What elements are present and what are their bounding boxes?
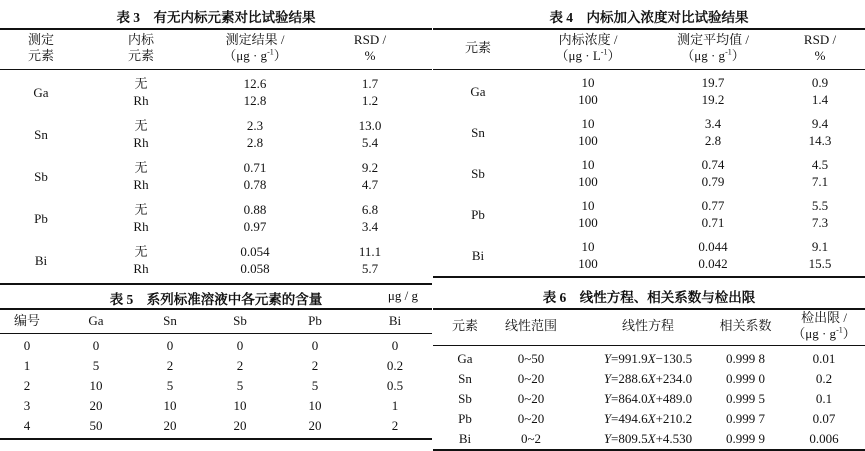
table-cell: 5.4 xyxy=(361,135,379,150)
table-cell: 2 xyxy=(23,378,31,393)
table-cell: 0.79 xyxy=(701,174,725,189)
table-cell: 10 xyxy=(308,398,322,413)
table-cell: 5.7 xyxy=(361,261,379,276)
table-header-cell: Ga xyxy=(88,313,104,328)
table-cell: 14.3 xyxy=(808,133,832,148)
table-cell: 20 xyxy=(233,418,247,433)
variable: X xyxy=(647,411,656,426)
table-header-cell: Bi xyxy=(388,313,402,328)
table-row-element: Ga xyxy=(33,85,49,100)
t3-head-element: 测定 元素 xyxy=(27,32,54,63)
table-cell: 3.4 xyxy=(361,219,379,234)
table-cell: 7.3 xyxy=(811,215,829,230)
table-cell: 0~2 xyxy=(520,431,542,446)
equation-cell xyxy=(583,391,713,407)
table-cell: 5 xyxy=(92,358,100,373)
table-cell: 4.7 xyxy=(361,177,379,192)
table-cell: 20 xyxy=(308,418,322,433)
table-cell: 0.058 xyxy=(240,261,270,276)
table-cell: 10 xyxy=(581,157,595,172)
table-5-title: 表 5 系列标准溶液中各元素的含量 xyxy=(109,292,323,307)
t3-head-result: 测定结果 / $(\mu g \cdot g^{-1})$ xyxy=(223,32,287,63)
table-cell: 9.4 xyxy=(811,116,829,131)
coefficient: =288.6 xyxy=(611,371,648,386)
table-row-element: Sn xyxy=(471,125,485,140)
table-cell: 10 xyxy=(581,116,595,131)
table-3-top-rule xyxy=(0,28,432,30)
t4-head-conc: 内标浓度 / $(\mu g \cdot L^{-1})$ xyxy=(555,32,621,63)
table-cell: 100 xyxy=(578,215,598,230)
table-header-cell: Pb xyxy=(308,313,322,328)
table-header-cell: 编号 xyxy=(13,313,40,328)
table-cell: 0~20 xyxy=(517,391,545,406)
t6-head-range: 线性范围 xyxy=(504,318,557,333)
table-cell: 0.78 xyxy=(243,177,267,192)
coefficient: +4.530 xyxy=(655,431,693,446)
table-cell: 100 xyxy=(578,174,598,189)
coefficient: =864.0 xyxy=(611,391,648,406)
table-cell: 2 xyxy=(311,358,319,373)
table-cell: 11.1 xyxy=(358,244,382,259)
table-cell: 0.07 xyxy=(812,411,836,426)
table-cell: Rh xyxy=(133,93,149,108)
table-row-element: Bi xyxy=(34,253,48,268)
table-cell: 0 xyxy=(391,338,399,353)
table-row-element: Sn xyxy=(34,127,48,142)
coefficient: =991.9 xyxy=(611,351,648,366)
t3-head-rsd: RSD / % xyxy=(353,32,387,63)
table-cell: 20 xyxy=(163,418,177,433)
table-row-element: Ga xyxy=(470,84,486,99)
table-cell: 0.999 5 xyxy=(726,391,765,406)
coefficient: +489.0 xyxy=(655,391,693,406)
table-cell: 0.999 8 xyxy=(726,351,765,366)
table-4 xyxy=(433,0,865,280)
table-4-top-rule xyxy=(433,28,865,30)
table-row-element: Pb xyxy=(458,411,472,426)
table-cell: 0 xyxy=(166,338,174,353)
table-cell: 0.88 xyxy=(243,202,267,217)
table-cell: 1.7 xyxy=(361,76,379,91)
variable: X xyxy=(647,431,656,446)
table-5-head-rule xyxy=(0,333,432,334)
table-cell: 10 xyxy=(581,75,595,90)
table-cell: 1.4 xyxy=(811,92,829,107)
table-cell: 1 xyxy=(23,358,31,373)
table-cell: 0.999 0 xyxy=(726,371,765,386)
table-row-element: Sb xyxy=(471,166,485,181)
table-cell: 0.97 xyxy=(243,219,267,234)
coefficient: +210.2 xyxy=(655,411,693,426)
table-cell: 0~50 xyxy=(517,351,545,366)
table-cell: 0.71 xyxy=(701,215,725,230)
table-row-element: Sn xyxy=(458,371,472,386)
table-cell: 0.74 xyxy=(701,157,725,172)
variable: Y xyxy=(603,411,612,426)
table-cell: 4 xyxy=(23,418,31,433)
table-cell: 6.8 xyxy=(361,202,379,217)
t4-head-mean: 测定平均值 / $(\mu g \cdot g^{-1})$ xyxy=(677,32,749,63)
t4-head-element: 元素 xyxy=(464,40,491,55)
table-cell: 5.5 xyxy=(811,198,829,213)
table-cell: Rh xyxy=(133,261,149,276)
table-cell: 12.8 xyxy=(243,93,267,108)
table-cell: 4.5 xyxy=(811,157,829,172)
table-cell: 100 xyxy=(578,92,598,107)
table-cell: 2 xyxy=(236,358,244,373)
variable: X xyxy=(647,371,656,386)
variable: X xyxy=(647,391,656,406)
table-row-element: Pb xyxy=(34,211,48,226)
table-row-element: Ga xyxy=(457,351,473,366)
variable: Y xyxy=(603,371,612,386)
table-row-element: Bi xyxy=(458,431,472,446)
table-cell: 10 xyxy=(581,198,595,213)
table-cell: 0.1 xyxy=(815,391,833,406)
table-cell: 无 xyxy=(134,160,148,175)
equation-cell xyxy=(583,351,713,367)
table-cell: 10 xyxy=(163,398,177,413)
coefficient: +234.0 xyxy=(655,371,693,386)
table-row-element: Bi xyxy=(471,248,485,263)
table-cell: 1 xyxy=(391,398,399,413)
table-cell: 0 xyxy=(236,338,244,353)
table-cell: 10 xyxy=(581,239,595,254)
table-cell: 0~20 xyxy=(517,371,545,386)
table-cell: 无 xyxy=(134,202,148,217)
table-cell: 0.71 xyxy=(243,160,267,175)
table-cell: 19.7 xyxy=(701,75,725,90)
table-cell: 19.2 xyxy=(701,92,725,107)
table-cell: 0.999 9 xyxy=(726,431,765,446)
table-cell: 0.5 xyxy=(386,378,404,393)
table-cell: 0 xyxy=(23,338,31,353)
table-cell: 5 xyxy=(311,378,319,393)
table-cell: 0.044 xyxy=(698,239,728,254)
table-cell: 2 xyxy=(391,418,399,433)
table-cell: Rh xyxy=(133,219,149,234)
table-cell: Rh xyxy=(133,177,149,192)
table-cell: 0~20 xyxy=(517,411,545,426)
t6-head-lod: 检出限 / $(\mu g \cdot g^{-1})$ xyxy=(792,310,856,341)
table-cell: 7.1 xyxy=(811,174,829,189)
table-cell: 13.0 xyxy=(358,118,382,133)
table-row-element: Pb xyxy=(471,207,485,222)
table-cell: 50 xyxy=(89,418,103,433)
table-cell: 0.9 xyxy=(811,75,829,90)
table-3-title: 表 3 有无内标元素对比试验结果 xyxy=(116,10,316,25)
t4-head-rsd: RSD / % xyxy=(803,32,837,63)
table-cell: 无 xyxy=(134,76,148,91)
table-row-element: Sb xyxy=(458,391,472,406)
table-cell: 2 xyxy=(166,358,174,373)
table-cell: 5 xyxy=(166,378,174,393)
variable: Y xyxy=(603,391,612,406)
table-row-element: Sb xyxy=(34,169,48,184)
table-cell: 0.042 xyxy=(698,256,728,271)
table-cell: 2.8 xyxy=(704,133,722,148)
table-6-head-rule xyxy=(433,345,865,346)
table-cell: Rh xyxy=(133,135,149,150)
t6-head-equation: 线性方程 xyxy=(621,318,674,333)
table-cell: 5 xyxy=(236,378,244,393)
equation-cell xyxy=(583,431,713,447)
t6-head-correlation: 相关系数 xyxy=(719,318,772,333)
table-cell: 10 xyxy=(233,398,247,413)
table-cell: 0.2 xyxy=(386,358,404,373)
table-cell: 1.2 xyxy=(361,93,379,108)
table-cell: 0 xyxy=(92,338,100,353)
table-cell: 0.999 7 xyxy=(726,411,765,426)
table-cell: 无 xyxy=(134,244,148,259)
table-cell: 20 xyxy=(89,398,103,413)
table-cell: 3 xyxy=(23,398,31,413)
table-5-unit: μg / g xyxy=(387,288,418,303)
coefficient: =809.5 xyxy=(611,431,648,446)
table-cell: 9.2 xyxy=(361,160,379,175)
table-cell: 0.77 xyxy=(701,198,725,213)
table-cell: 0.01 xyxy=(812,351,836,366)
table-cell: 3.4 xyxy=(704,116,722,131)
table-cell: 9.1 xyxy=(811,239,829,254)
table-cell: 10 xyxy=(89,378,103,393)
table-3 xyxy=(0,0,432,285)
table-cell: 2.3 xyxy=(246,118,264,133)
table-5 xyxy=(0,285,432,451)
table-6-title: 表 6 线性方程、相关系数与检出限 xyxy=(542,290,756,305)
table-cell: 无 xyxy=(134,118,148,133)
table-cell: 0.006 xyxy=(809,431,839,446)
table-3-head-rule xyxy=(0,69,432,70)
table-cell: 100 xyxy=(578,256,598,271)
table-cell: 0.2 xyxy=(815,371,833,386)
table-cell: 2.8 xyxy=(246,135,264,150)
table-header-cell: Sn xyxy=(163,313,177,328)
equation-cell xyxy=(583,411,713,427)
variable: X xyxy=(647,351,656,366)
table-cell: 0.054 xyxy=(240,244,270,259)
table-cell: 15.5 xyxy=(808,256,832,271)
table-4-bottom-rule xyxy=(433,276,865,278)
table-5-top-rule xyxy=(0,308,432,310)
table-cell: 0 xyxy=(311,338,319,353)
table-cell: 100 xyxy=(578,133,598,148)
table-4-title: 表 4 内标加入浓度对比试验结果 xyxy=(549,10,749,25)
table-cell: 12.6 xyxy=(243,76,267,91)
table-header-cell: Sb xyxy=(233,313,247,328)
equation-cell xyxy=(583,371,713,387)
table-6 xyxy=(433,280,865,451)
table-5-bottom-rule xyxy=(0,438,432,440)
t3-head-internal: 内标 元素 xyxy=(127,32,154,63)
coefficient: =494.6 xyxy=(611,411,648,426)
table-4-head-rule xyxy=(433,69,865,70)
t6-head-element: 元素 xyxy=(451,318,478,333)
variable: Y xyxy=(603,431,612,446)
variable: Y xyxy=(603,351,612,366)
coefficient: −130.5 xyxy=(655,351,693,366)
